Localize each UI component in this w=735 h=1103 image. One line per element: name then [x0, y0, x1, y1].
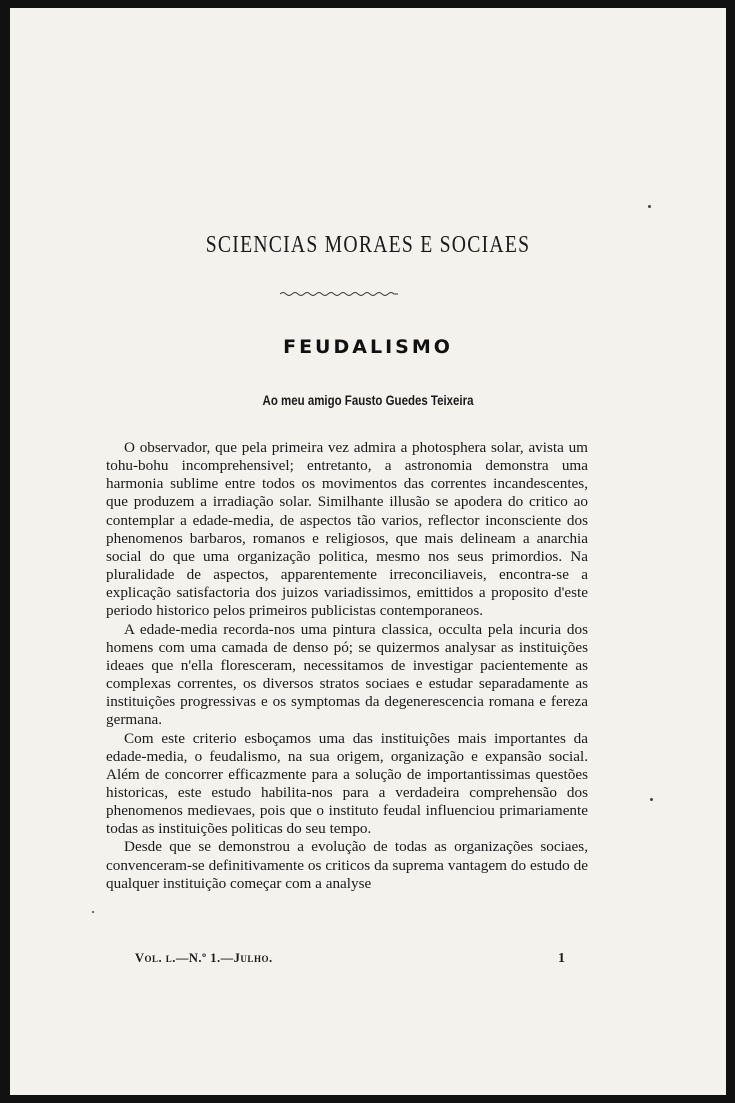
scan-speck	[92, 911, 94, 913]
paragraph: Desde que se demonstrou a evolução de todas as organizações sociaes, convenceram-se definitivamente os criticos da suprema vantagem do estudo de qualquer instituição começar com a analyse	[106, 838, 588, 892]
paragraph: A edade-media recorda-nos uma pintura classica, occulta pela incuria dos homens com uma camada de denso pó; se quizermos analysar as instituições ideaes que n'ella floresceram, necessitamos de investigar pacientemente as complexas correntes, os diversos stratos sociaes e estudar separadamente as instituições progressivas e os symptomas da degenerescencia romana e fereza germana.	[106, 620, 588, 729]
scan-speck	[650, 798, 653, 801]
paragraph: O observador, que pela primeira vez admira a photosphera solar, avista um tohu-bohu incomprehensivel; entretanto, a astronomia demonstra uma harmonia sublime entre todos os movimentos das correntes incandescentes, que produzem a irradiação solar. Similhante illusão se apodera do critico ao contemplar a edade-media, de aspectos tão varios, reflector inconsciente dos phenomenos barbaros, romanos e religiosos, que mais delineam a anarchia social do que uma organização politica, mesmo nos seus primordios. Na pluralidade de aspectos, apparentemente irreconciliaveis, encontra-se a explicação satisfactoria dos juizos variadissimos, emittidos a proposito d'este periodo historico pelos primeiros publicistas contemporaneos.	[106, 439, 588, 620]
scan-speck	[648, 205, 651, 208]
volume-line: Vol. l.—N.º 1.—Julho.	[135, 951, 273, 965]
document-page	[10, 8, 726, 1095]
page-footer	[135, 951, 565, 971]
decorative-rule-ornament	[280, 291, 398, 297]
article-title: FEUDALISMO	[283, 336, 453, 358]
section-title: SCIENCIAS MORAES E SOCIAES	[205, 232, 531, 258]
dedication: Ao meu amigo Fausto Guedes Teixeira	[262, 392, 474, 408]
article-body	[106, 439, 588, 893]
page-number: 1	[558, 951, 565, 966]
paragraph: Com este criterio esboçamos uma das instituições mais importantes da edade-media, o feudalismo, na sua origem, organização e expansão social. Além de concorrer efficazmente para a solução de importantissimas questões historicas, este estudo habilita-nos para a verdadeira comprehensão dos phenomenos medievaes, pois que o instituto feudal influenciou primariamente todas as instituições politicas do seu tempo.	[106, 729, 588, 838]
